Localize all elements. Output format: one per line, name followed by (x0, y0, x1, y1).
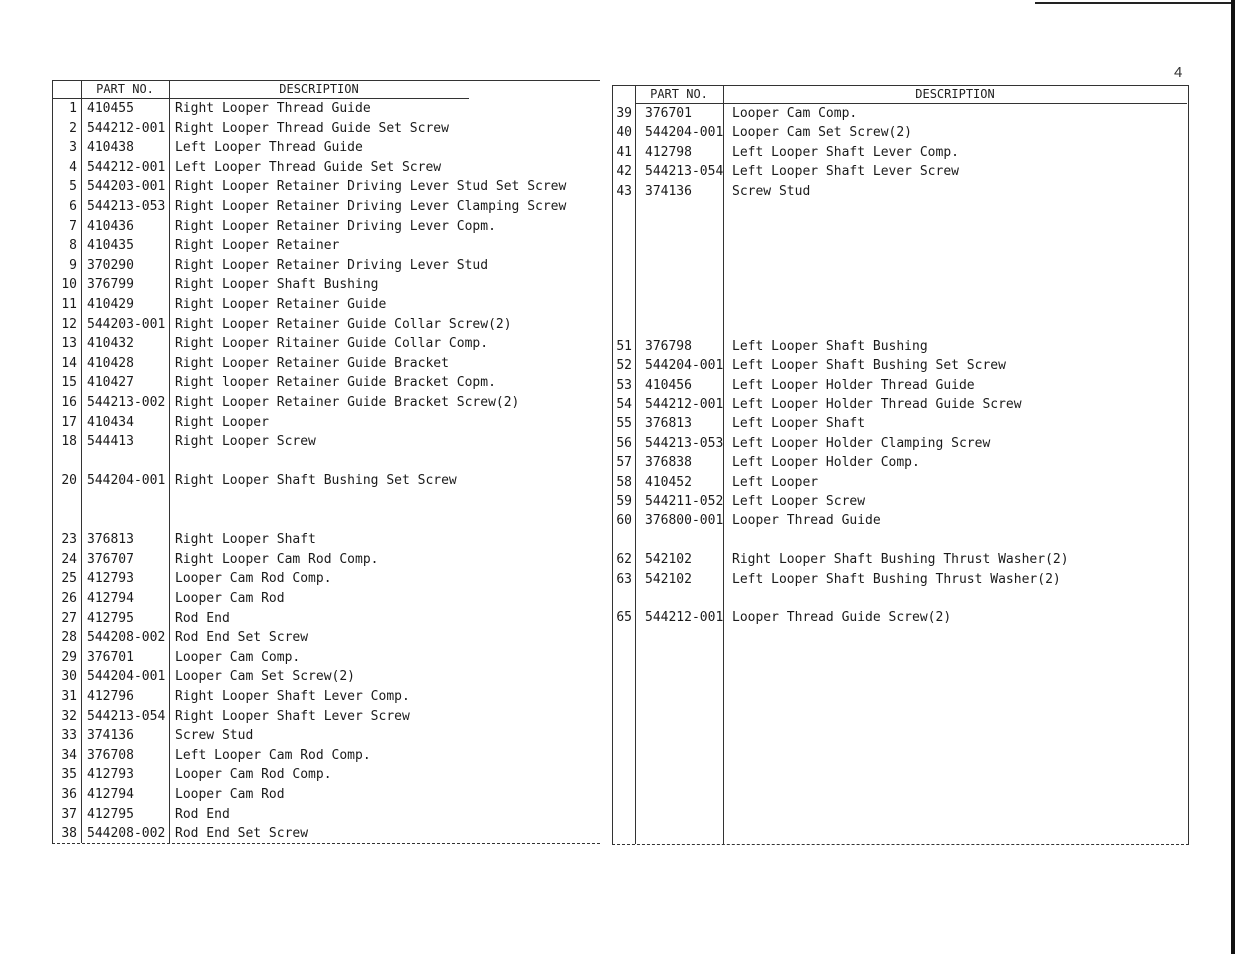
part-description: Looper Cam Rod Comp. (175, 767, 332, 783)
part-description: Looper Cam Rod (175, 787, 285, 802)
part-number: 544213-053 (645, 435, 724, 451)
part-number: 376701 (87, 649, 134, 665)
item-number: 26 (61, 591, 77, 606)
page-edge-right (1231, 0, 1235, 954)
part-number: 544212-001 (87, 159, 166, 175)
item-number: 57 (616, 455, 632, 471)
part-number: 544213-054 (87, 708, 166, 724)
part-number: 410435 (87, 238, 134, 254)
part-number: 544213-054 (645, 164, 724, 180)
table-row (53, 746, 600, 765)
part-description: Left Looper Shaft Lever Screw (732, 164, 959, 180)
part-description: Looper Cam Rod (175, 591, 285, 606)
table-row (53, 138, 600, 157)
table-row (53, 667, 600, 686)
part-description: Left Looper Holder Thread Guide Screw (732, 397, 1022, 412)
table-row (53, 177, 600, 196)
item-number: 38 (61, 826, 77, 842)
item-number: 9 (69, 257, 77, 273)
table-row (53, 687, 600, 706)
part-number: 410427 (87, 375, 134, 391)
part-description: Right Looper Retainer Driving Lever Copm. (175, 218, 496, 234)
item-number: 53 (616, 377, 632, 393)
item-number: 60 (616, 513, 632, 529)
header-description: DESCRIPTION (723, 86, 1187, 104)
table-row (53, 236, 600, 255)
part-description: Left Looper Shaft Bushing (732, 338, 928, 354)
item-number: 6 (69, 199, 77, 214)
part-number: 370290 (87, 257, 134, 273)
table-row (613, 395, 1188, 414)
item-number: 56 (616, 435, 632, 451)
page-number: 4 (1174, 64, 1183, 81)
part-description: Right Looper Retainer Guide Bracket Screw(2) (175, 395, 520, 410)
part-number: 376838 (645, 455, 692, 471)
table-row (53, 569, 600, 588)
part-number: 376799 (87, 277, 134, 293)
part-number: 376707 (87, 551, 134, 567)
item-number: 2 (69, 120, 77, 136)
part-description: Rod End Set Screw (175, 630, 309, 646)
part-description: Right Looper Shaft Bushing (175, 277, 379, 293)
table-row (613, 473, 1188, 492)
part-description: Right Looper Retainer Driving Lever Clamping Screw (175, 199, 567, 214)
part-description: Left Looper Thread Guide Set Screw (175, 159, 442, 175)
item-number: 5 (69, 179, 77, 195)
item-number: 23 (61, 532, 77, 548)
header-part-no: PART NO. (635, 86, 723, 104)
item-number: 28 (61, 630, 77, 646)
part-description: Right Looper Retainer Guide Bracket (175, 355, 449, 371)
table-row (53, 609, 600, 628)
table-row (53, 119, 600, 138)
item-number: 65 (616, 610, 632, 626)
part-description: Left Looper Cam Rod Comp. (175, 747, 371, 763)
item-number: 31 (61, 689, 77, 704)
item-number: 43 (616, 183, 632, 199)
part-number: 410436 (87, 218, 134, 234)
part-number: 544204-001 (87, 669, 166, 685)
part-description: Right Looper Cam Rod Comp. (175, 551, 379, 567)
part-description: Rod End Set Screw (175, 826, 309, 842)
part-description: Right Looper Retainer Guide (175, 297, 387, 312)
item-number: 17 (61, 414, 77, 430)
table-row (613, 376, 1188, 395)
part-description: Screw Stud (732, 183, 811, 199)
part-number: 410452 (645, 474, 692, 490)
table-row (613, 162, 1188, 181)
item-number: 40 (616, 125, 632, 141)
part-description: Left Looper Shaft (732, 416, 866, 432)
part-description: Left Looper Screw (732, 494, 866, 509)
table-row (613, 143, 1188, 162)
item-number: 63 (616, 571, 632, 587)
item-number: 30 (61, 669, 77, 685)
part-number: 544203-001 (87, 316, 166, 332)
part-number: 412795 (87, 610, 134, 626)
item-number: 37 (61, 806, 77, 822)
table-row (53, 550, 600, 569)
part-description: Looper Cam Rod Comp. (175, 571, 332, 587)
part-number: 410432 (87, 336, 134, 352)
part-description: Right Looper Shaft Bushing Set Screw (175, 473, 457, 489)
part-number: 542102 (645, 552, 692, 568)
part-description: Right Looper Shaft Bushing Thrust Washer(2) (732, 552, 1069, 568)
item-number: 14 (61, 355, 77, 371)
table-row (613, 123, 1188, 142)
item-number: 3 (69, 140, 77, 156)
item-number: 27 (61, 610, 77, 626)
item-number: 18 (61, 434, 77, 450)
part-number: 374136 (645, 183, 692, 199)
part-number: 544212-001 (87, 120, 166, 136)
part-description: Looper Cam Set Screw(2) (732, 125, 913, 141)
table-row (53, 648, 600, 667)
part-number: 376701 (645, 106, 692, 121)
part-description: Right Looper Retainer Driving Lever Stud Set Screw (175, 179, 567, 195)
table-row (53, 805, 600, 824)
table-row (53, 354, 600, 373)
parts-table-right (612, 85, 1189, 845)
table-row (53, 373, 600, 392)
part-description: Left Looper Holder Comp. (732, 455, 920, 471)
table-row (53, 295, 600, 314)
part-description: Left Looper Holder Clamping Screw (732, 435, 991, 451)
item-number: 13 (61, 336, 77, 352)
table-row (53, 589, 600, 608)
item-number: 4 (69, 159, 77, 175)
table-row (53, 315, 600, 334)
table-row (53, 432, 600, 451)
part-description: Right Looper Shaft Lever Screw (175, 708, 410, 724)
part-description: Left Looper Holder Thread Guide (732, 377, 975, 393)
part-description: Left Looper Shaft Bushing Set Screw (732, 358, 1006, 374)
part-description: Left Looper Shaft Bushing Thrust Washer(2) (732, 571, 1061, 587)
table-row (613, 570, 1188, 589)
part-description: Looper Cam Comp. (732, 106, 858, 121)
table-row (613, 550, 1188, 569)
part-number: 412795 (87, 806, 134, 822)
part-description: Looper Thread Guide (732, 513, 881, 529)
part-description: Right Looper Shaft Lever Comp. (175, 689, 410, 704)
part-description: Right Looper Shaft (175, 532, 316, 548)
parts-table-left (52, 80, 600, 844)
table-row (53, 158, 600, 177)
part-number: 412796 (87, 689, 134, 704)
page-edge-top (1035, 2, 1235, 4)
part-number: 544212-001 (645, 397, 724, 412)
table-row (53, 197, 600, 216)
part-number: 410428 (87, 355, 134, 371)
item-number: 10 (61, 277, 77, 293)
header-description: DESCRIPTION (169, 81, 469, 99)
item-number: 7 (69, 218, 77, 234)
table-row (53, 726, 600, 745)
part-number: 542102 (645, 571, 692, 587)
item-number: 34 (61, 747, 77, 763)
part-description: Right Looper Thread Guide (175, 101, 371, 116)
part-number: 544208-002 (87, 630, 166, 646)
part-description: Left Looper Shaft Lever Comp. (732, 144, 959, 160)
table-row (613, 511, 1188, 530)
part-number: 376813 (645, 416, 692, 432)
item-number: 39 (616, 106, 632, 121)
part-description: Looper Cam Set Screw(2) (175, 669, 356, 685)
table-row (53, 256, 600, 275)
part-description: Left Looper Thread Guide (175, 140, 363, 156)
item-number: 25 (61, 571, 77, 587)
item-number: 55 (616, 416, 632, 432)
part-description: Right Looper Thread Guide Set Screw (175, 120, 449, 136)
table-row (53, 99, 600, 118)
part-description: Right Looper Retainer Guide Collar Screw(2) (175, 316, 512, 332)
table-row (53, 530, 600, 549)
item-number: 32 (61, 708, 77, 724)
part-description: Looper Cam Comp. (175, 649, 301, 665)
part-number: 412794 (87, 787, 134, 802)
part-description: Right Looper Retainer Driving Lever Stud (175, 257, 489, 273)
item-number: 59 (616, 494, 632, 509)
table-row (53, 393, 600, 412)
part-description: Right Looper Retainer (175, 238, 340, 254)
part-number: 544413 (87, 434, 134, 450)
header-index (53, 81, 81, 99)
part-description: Looper Thread Guide Screw(2) (732, 610, 952, 626)
item-number: 20 (61, 473, 77, 489)
part-number: 544211-052 (645, 494, 724, 509)
item-number: 41 (616, 144, 632, 160)
table-row (53, 765, 600, 784)
part-description: Right Looper Ritainer Guide Collar Comp. (175, 336, 489, 352)
item-number: 1 (69, 101, 77, 116)
table-row (53, 628, 600, 647)
item-number: 11 (61, 297, 77, 312)
part-number: 544212-001 (645, 610, 724, 626)
item-number: 62 (616, 552, 632, 568)
part-number: 544208-002 (87, 826, 166, 842)
table-row (613, 492, 1188, 511)
part-number: 410438 (87, 140, 134, 156)
item-number: 35 (61, 767, 77, 783)
table-row (53, 217, 600, 236)
table-row (53, 275, 600, 294)
part-number: 376708 (87, 747, 134, 763)
item-number: 42 (616, 164, 632, 180)
item-number: 29 (61, 649, 77, 665)
table-row (613, 356, 1188, 375)
item-number: 24 (61, 551, 77, 567)
table-row (53, 785, 600, 804)
item-number: 33 (61, 728, 77, 744)
table-row (613, 434, 1188, 453)
part-number: 544213-002 (87, 395, 166, 410)
item-number: 12 (61, 316, 77, 332)
table-row (53, 824, 600, 843)
header-part-no: PART NO. (81, 81, 169, 99)
table-row (53, 707, 600, 726)
table-row (53, 471, 600, 490)
table-row (613, 453, 1188, 472)
part-number: 410434 (87, 414, 134, 430)
part-number: 544204-001 (645, 358, 724, 374)
part-number: 544204-001 (87, 473, 166, 489)
item-number: 52 (616, 358, 632, 374)
item-number: 51 (616, 338, 632, 354)
part-description: Rod End (175, 610, 230, 626)
item-number: 15 (61, 375, 77, 391)
item-number: 16 (61, 395, 77, 410)
table-row (613, 608, 1188, 627)
table-row (613, 182, 1188, 201)
part-number: 376800-001 (645, 513, 724, 529)
part-number: 544203-001 (87, 179, 166, 195)
part-description: Rod End (175, 806, 230, 822)
table-row (613, 337, 1188, 356)
part-number: 410455 (87, 101, 134, 116)
table-row (53, 334, 600, 353)
part-description: Screw Stud (175, 728, 254, 744)
table-row (53, 413, 600, 432)
item-number: 58 (616, 474, 632, 490)
part-description: Right Looper (175, 414, 269, 430)
part-number: 376813 (87, 532, 134, 548)
part-number: 410429 (87, 297, 134, 312)
part-number: 376798 (645, 338, 692, 354)
part-number: 412793 (87, 767, 134, 783)
table-row (613, 104, 1188, 123)
part-description: Right looper Retainer Guide Bracket Copm. (175, 375, 496, 391)
part-description: Left Looper (732, 474, 819, 490)
part-description: Right Looper Screw (175, 434, 316, 450)
item-number: 36 (61, 787, 77, 802)
part-number: 412793 (87, 571, 134, 587)
item-number: 8 (69, 238, 77, 254)
part-number: 412794 (87, 591, 134, 606)
part-number: 412798 (645, 144, 692, 160)
part-number: 410456 (645, 377, 692, 393)
item-number: 54 (616, 397, 632, 412)
part-number: 544204-001 (645, 125, 724, 141)
part-number: 374136 (87, 728, 134, 744)
table-row (613, 414, 1188, 433)
part-number: 544213-053 (87, 199, 166, 214)
